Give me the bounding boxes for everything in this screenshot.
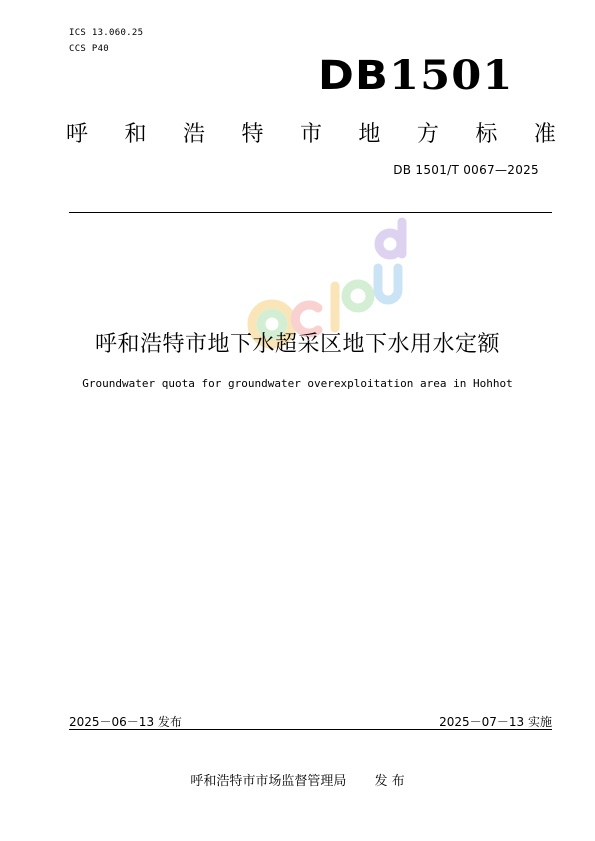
publish-date: 2025－06－13 发布 [69, 715, 182, 729]
issuer-line [0, 770, 595, 789]
implement-date: 2025－07－13 实施 [439, 715, 552, 729]
logo-db: DB [318, 53, 389, 99]
bottom-rule [69, 729, 552, 730]
standard-type-char: 地 [358, 122, 381, 147]
title-english: Groundwater quota for groundwater overexploitation area in Hohhot [82, 377, 513, 390]
standard-type-char: 和 [124, 122, 147, 147]
standard-type-char: 标 [475, 122, 498, 147]
standard-type-char: 呼 [66, 122, 89, 147]
standard-number: DB 1501/T 0067—2025 [393, 163, 539, 177]
ccs-code: CCS P40 [69, 44, 110, 54]
issuer-action: 发 布 [374, 774, 405, 789]
top-rule [69, 212, 552, 213]
issuer-name: 呼和浩特市市场监督管理局 [190, 774, 347, 789]
ics-code: ICS 13.060.25 [69, 28, 144, 38]
standard-type [66, 117, 556, 148]
standard-type-char: 市 [299, 122, 322, 147]
standard-type-char: 特 [241, 122, 264, 147]
logo-number: 1501 [388, 52, 514, 99]
standard-type-char: 准 [533, 122, 556, 147]
db-logo [318, 52, 514, 99]
standard-type-char: 方 [416, 122, 439, 147]
title-chinese: 呼和浩特市地下水超采区地下水用水定额 [94, 332, 500, 357]
standard-type-char: 浩 [182, 122, 205, 147]
